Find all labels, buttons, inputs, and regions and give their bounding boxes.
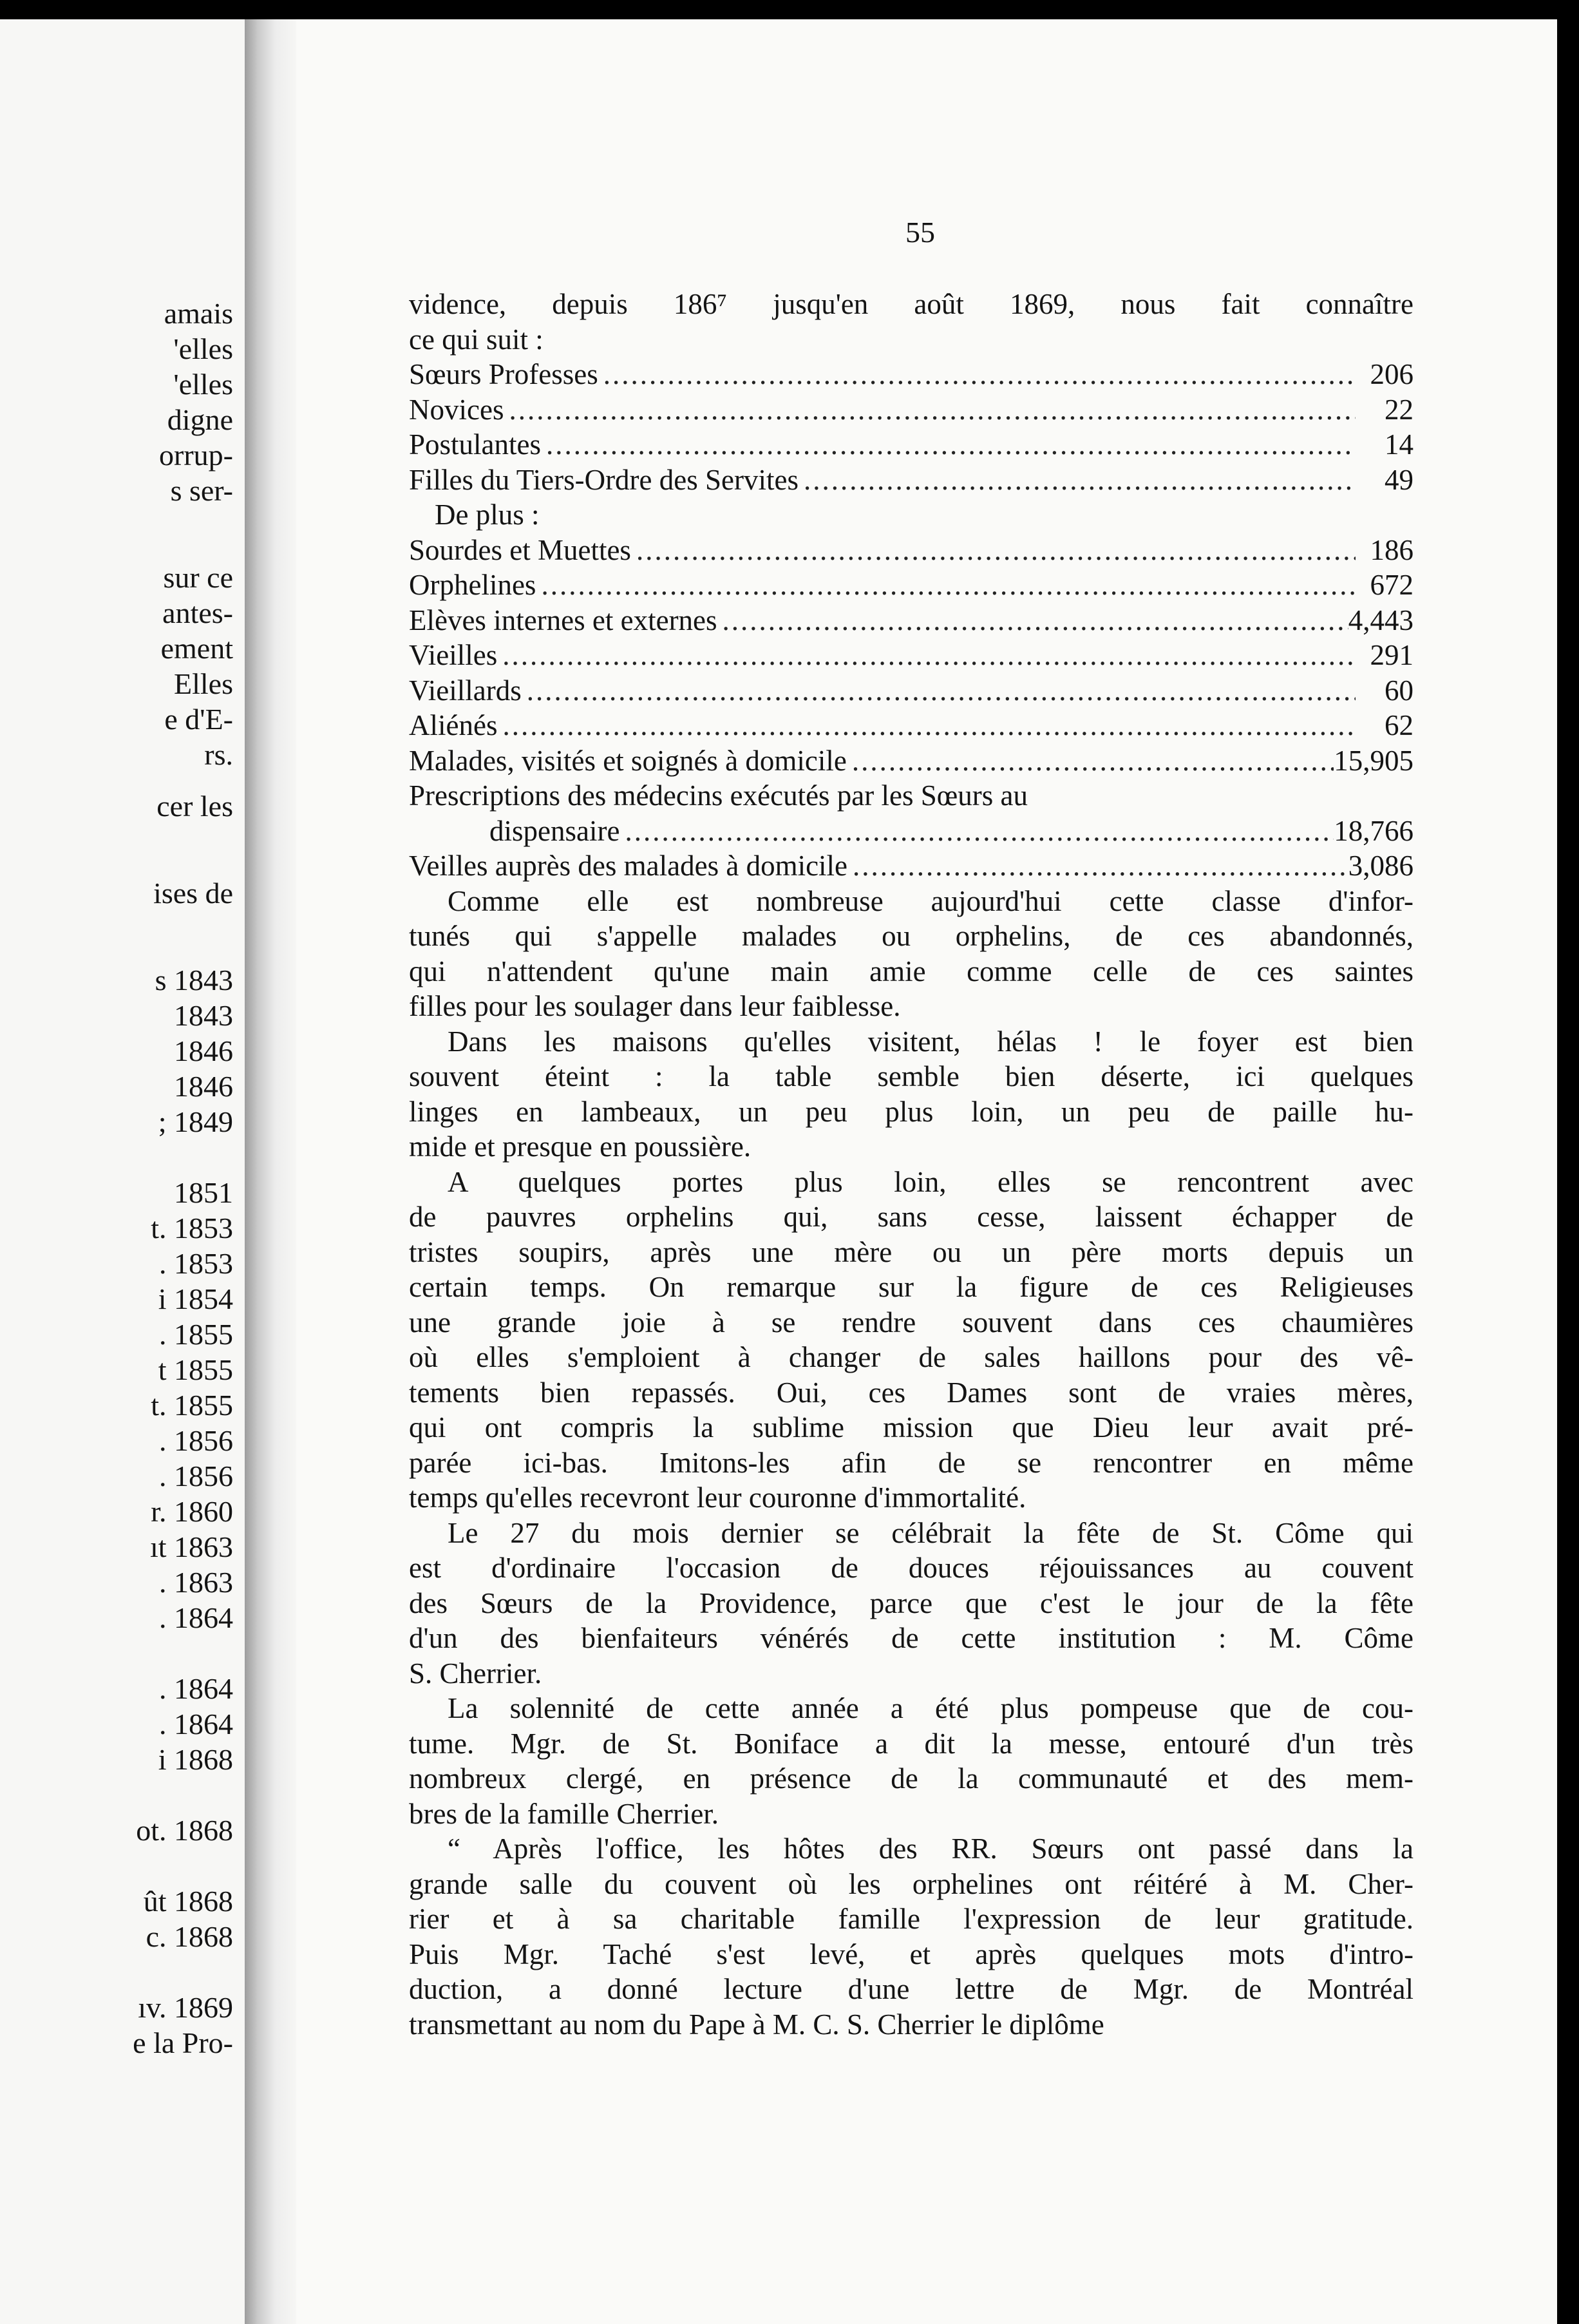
left-page-fragment-line: orrup- xyxy=(159,439,233,471)
left-page-fragment-line: sur ce xyxy=(163,561,233,594)
left-page-fragment-line: ût 1868 xyxy=(143,1885,233,1918)
paragraph-line: tristes soupirs, après une mère ou un père morts depuis un xyxy=(409,1235,1414,1268)
left-page-fragment-line: r. 1860 xyxy=(151,1495,233,1528)
left-page-fragment-line: cer les xyxy=(156,790,233,823)
paragraph-line: qui n'attendent qu'une main amie comme celle de ces saintes xyxy=(409,955,1414,987)
stat-label: Vieillards xyxy=(409,674,522,707)
left-page-fragment-line: ot. 1868 xyxy=(136,1814,233,1847)
stat-label: Vieilles xyxy=(409,639,498,671)
left-page-fragment-line: i 1868 xyxy=(158,1743,233,1776)
stat-value: 18,766 xyxy=(1334,814,1414,847)
left-page-fragment-line: digne xyxy=(167,403,233,436)
paragraph-line: tume. Mgr. de St. Boniface a dit la messe, entouré d'un très xyxy=(409,1727,1414,1760)
paragraph-line: tunés qui s'appelle malades ou orphelins, de ces abandonnés, xyxy=(409,920,1414,952)
body-paragraphs xyxy=(409,884,1414,2043)
stat-label: Sourdes et Muettes xyxy=(409,533,631,566)
left-page-fragment-line: e d'E- xyxy=(164,703,233,736)
dot-leader xyxy=(631,533,1356,568)
prescriptions-line: Prescriptions des médecins exécutés par les Sœurs au xyxy=(409,779,1028,812)
dot-leader xyxy=(536,567,1356,603)
dot-leader xyxy=(619,814,1334,849)
left-page-fragment-line: ıv. 1869 xyxy=(138,1991,233,2024)
left-page-fragment-line: ement xyxy=(160,632,233,665)
left-page-fragment-line: t. 1853 xyxy=(151,1212,233,1244)
de-plus-heading: De plus : xyxy=(435,499,540,531)
paragraph-line: qui ont compris la sublime mission que Dieu leur avait pré- xyxy=(409,1411,1414,1443)
dot-leader xyxy=(847,743,1334,779)
stat-label: Orphelines xyxy=(409,569,536,601)
stat-label: Postulantes xyxy=(409,428,542,461)
paragraph-line: filles pour les soulager dans leur faiblesse. xyxy=(409,990,901,1022)
left-page-fragment-line: e la Pro- xyxy=(133,2026,233,2059)
stat-value: 4,443 xyxy=(1348,604,1414,636)
left-page-fragment-line: . 1855 xyxy=(159,1318,233,1351)
left-page-fragment-line: 1843 xyxy=(174,999,233,1032)
paragraph-line: La solennité de cette année a été plus pompeuse que de cou- xyxy=(448,1692,1414,1724)
dot-leader xyxy=(497,638,1356,673)
left-page-fragment-line: 'elles xyxy=(173,368,233,401)
stat-value: 3,086 xyxy=(1348,850,1414,882)
left-page-fragment-line: ; 1849 xyxy=(158,1105,233,1138)
paragraph-line: nombreux clergé, en présence de la communauté et des mem- xyxy=(409,1762,1414,1795)
left-page-fragment xyxy=(0,19,245,2324)
paragraph-line: rier et à sa charitable famille l'expression de leur gratitude. xyxy=(409,1903,1414,1935)
stat-label: Filles du Tiers-Ordre des Servites xyxy=(409,463,799,496)
stat-row-sourdes xyxy=(409,533,1414,568)
left-page-fragment-line: 1846 xyxy=(174,1070,233,1103)
stat-value: 60 xyxy=(1385,674,1414,707)
paragraph-line: où elles s'emploient à changer de sales haillons pour des vê- xyxy=(409,1341,1414,1373)
paragraph-line: des Sœurs de la Providence, parce que c'est le jour de la fête xyxy=(409,1586,1414,1619)
stat-value: 291 xyxy=(1370,639,1414,671)
paragraph-line: Puis Mgr. Taché s'est levé, et après quelques mots d'intro- xyxy=(409,1938,1414,1970)
dot-leader xyxy=(598,357,1356,392)
stat-row-orphelines xyxy=(409,567,1414,603)
left-page-fragment-line: ises de xyxy=(153,877,233,910)
stat-label: dispensaire xyxy=(489,814,620,847)
stat-value: 15,905 xyxy=(1334,744,1414,777)
paragraph-line: Dans les maisons qu'elles visitent, hélas ! le foyer est bien xyxy=(448,1025,1414,1058)
stat-value: 22 xyxy=(1385,393,1414,426)
paragraph-line: temps qu'elles recevront leur couronne d'immortalité. xyxy=(409,1481,1026,1514)
left-page-fragment-line: antes- xyxy=(162,596,233,629)
paragraph-line: de pauvres orphelins qui, sans cesse, laissent échapper de xyxy=(409,1201,1414,1233)
stat-row-veilles xyxy=(409,848,1414,884)
paragraph-line: linges en lambeaux, un peu plus loin, un peu de paille hu- xyxy=(409,1095,1414,1128)
stat-value: 672 xyxy=(1370,569,1414,601)
dot-leader xyxy=(847,848,1348,884)
paragraph-line: parée ici-bas. Imitons-les afin de se rencontrer en même xyxy=(409,1446,1414,1479)
left-page-fragment-line: . 1864 xyxy=(159,1601,233,1634)
stat-value: 62 xyxy=(1385,709,1414,741)
dot-leader xyxy=(522,673,1356,709)
stat-value: 14 xyxy=(1385,428,1414,461)
stat-row-malades xyxy=(409,743,1414,779)
stat-label: Veilles auprès des malades à domicile xyxy=(409,850,848,882)
dot-leader xyxy=(504,392,1356,428)
paragraph-line: transmettant au nom du Pape à M. C. S. Cherrier le diplôme xyxy=(409,2008,1104,2041)
paragraph-line: une grande joie à se rendre souvent dans ces chaumières xyxy=(409,1306,1414,1338)
left-page-fragment-line: 1851 xyxy=(174,1176,233,1209)
paragraph-line: tements bien repassés. Oui, ces Dames sont de vraies mères, xyxy=(409,1376,1414,1409)
stat-row-novices xyxy=(409,392,1414,428)
stat-row-dispensaire xyxy=(409,814,1414,849)
intro-line: ce qui suit : xyxy=(409,323,544,356)
left-page-fragment-line: . 1853 xyxy=(159,1247,233,1280)
dot-leader xyxy=(799,462,1356,498)
left-page-fragment-line: rs. xyxy=(204,738,233,771)
paragraph-line: “ Après l'office, les hôtes des RR. Sœurs ont passé dans la xyxy=(448,1833,1414,1865)
page-body xyxy=(409,287,1414,2042)
paragraph-line: Comme elle est nombreuse aujourd'hui cette classe d'infor- xyxy=(448,884,1414,917)
left-page-fragment-line: s 1843 xyxy=(155,964,233,996)
stat-row-postulantes xyxy=(409,427,1414,462)
left-page-fragment-line: ıt 1863 xyxy=(149,1530,233,1563)
left-page-fragment-line: Elles xyxy=(174,667,233,700)
book-gutter xyxy=(245,19,296,2324)
stat-label: Malades, visités et soignés à domicile xyxy=(409,744,847,777)
left-page-fragment-line: . 1864 xyxy=(159,1672,233,1705)
dot-leader xyxy=(497,708,1356,743)
paragraph-line: grande salle du couvent où les orphelines ont réitéré à M. Cher- xyxy=(409,1867,1414,1900)
stat-row-tiers-ordre xyxy=(409,462,1414,498)
stat-label: Novices xyxy=(409,393,504,426)
stat-label: Elèves internes et externes xyxy=(409,604,717,636)
left-page-fragment-line: . 1863 xyxy=(159,1566,233,1599)
paragraph-line: S. Cherrier. xyxy=(409,1657,542,1690)
paragraph-line: certain temps. On remarque sur la figure de ces Religieuses xyxy=(409,1271,1414,1303)
left-page-fragment-line: t 1855 xyxy=(158,1353,233,1386)
paragraph-line: d'un des bienfaiteurs vénérés de cette institution : M. Côme xyxy=(409,1622,1414,1654)
paragraph-line: mide et presque en poussière. xyxy=(409,1130,752,1163)
intro-line: vidence, depuis 186⁷ jusqu'en août 1869, nous fait connaître xyxy=(409,288,1414,320)
paragraph-line: est d'ordinaire l'occasion de douces réjouissances au couvent xyxy=(409,1552,1414,1584)
left-page-fragment-line: amais xyxy=(164,297,233,330)
page-number: 55 xyxy=(905,216,935,249)
stat-value: 49 xyxy=(1385,463,1414,496)
left-page-fragment-line: c. 1868 xyxy=(146,1920,233,1953)
stat-row-eleves xyxy=(409,603,1414,638)
paragraph-line: A quelques portes plus loin, elles se rencontrent avec xyxy=(448,1165,1414,1198)
left-page-fragment-line: t. 1855 xyxy=(151,1389,233,1422)
paragraph-line: souvent éteint : la table semble bien déserte, ici quelques xyxy=(409,1060,1414,1092)
paragraph-line: Le 27 du mois dernier se célébrait la fête de St. Côme qui xyxy=(448,1516,1414,1549)
dot-leader xyxy=(717,603,1348,638)
left-page-fragment-line: . 1856 xyxy=(159,1460,233,1492)
left-page-fragment-line: . 1864 xyxy=(159,1708,233,1740)
left-page-fragment-line: s ser- xyxy=(170,474,233,507)
left-page-fragment-line: 'elles xyxy=(173,332,233,365)
left-page-fragment-line: 1846 xyxy=(174,1034,233,1067)
stat-label: Sœurs Professes xyxy=(409,358,598,390)
left-page-fragment-line: . 1856 xyxy=(159,1424,233,1457)
stat-value: 186 xyxy=(1370,533,1414,566)
stat-row-vieilles xyxy=(409,638,1414,673)
left-page-fragment-line: i 1854 xyxy=(158,1282,233,1315)
stat-value: 206 xyxy=(1370,358,1414,390)
stat-row-alienes xyxy=(409,708,1414,743)
stat-label: Aliénés xyxy=(409,709,498,741)
stat-row-professes xyxy=(409,357,1414,392)
paragraph-line: duction, a donné lecture d'une lettre de Mgr. de Montréal xyxy=(409,1973,1414,2005)
dot-leader xyxy=(541,427,1356,462)
paragraph-line: bres de la famille Cherrier. xyxy=(409,1797,719,1830)
scan-border xyxy=(1557,0,1579,2324)
stat-row-vieillards xyxy=(409,673,1414,709)
